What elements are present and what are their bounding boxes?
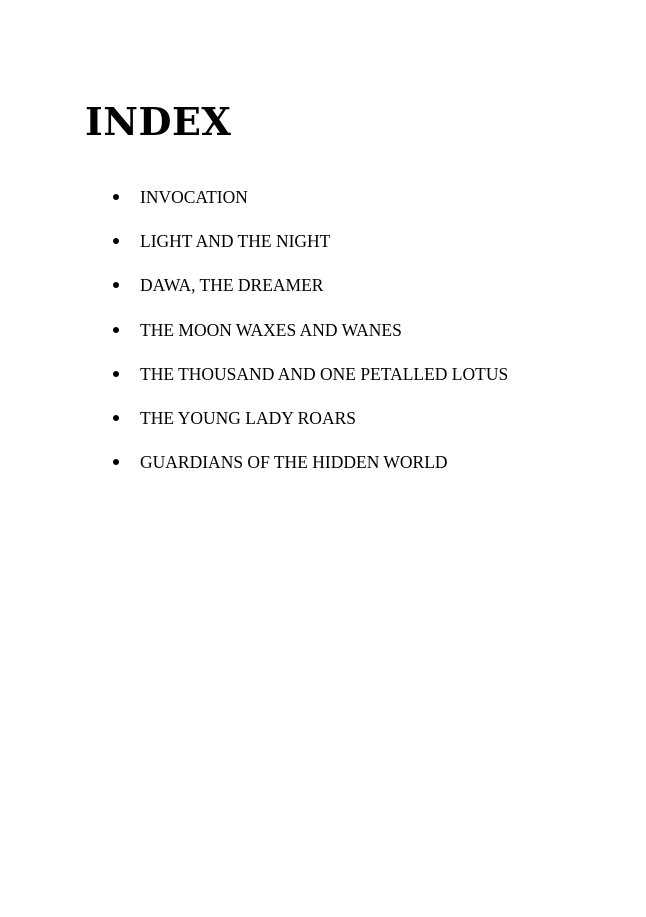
list-item-label: THE MOON WAXES AND WANES [140, 319, 402, 340]
bullet-icon [113, 459, 119, 465]
list-item-label: LIGHT AND THE NIGHT [140, 231, 331, 252]
list-item [0, 406, 646, 450]
bullet-icon [113, 194, 119, 200]
bullet-icon [113, 415, 119, 421]
list-item [0, 450, 646, 494]
list-item-label: DAWA, THE DREAMER [140, 275, 324, 296]
list-item [0, 318, 646, 362]
list-item-label: THE YOUNG LADY ROARS [140, 407, 356, 428]
list-item-label: GUARDIANS OF THE HIDDEN WORLD [140, 452, 448, 473]
list-item [0, 229, 646, 273]
list-item [0, 273, 646, 317]
bullet-icon [113, 327, 119, 333]
page-title: INDEX [85, 99, 232, 144]
list-item [0, 185, 646, 229]
list-item [0, 362, 646, 406]
list-item-label: THE THOUSAND AND ONE PETALLED LOTUS [140, 363, 509, 384]
index-list [0, 185, 646, 494]
list-item-label: INVOCATION [140, 187, 248, 207]
bullet-icon [113, 282, 119, 288]
bullet-icon [113, 371, 119, 377]
bullet-icon [113, 238, 119, 244]
